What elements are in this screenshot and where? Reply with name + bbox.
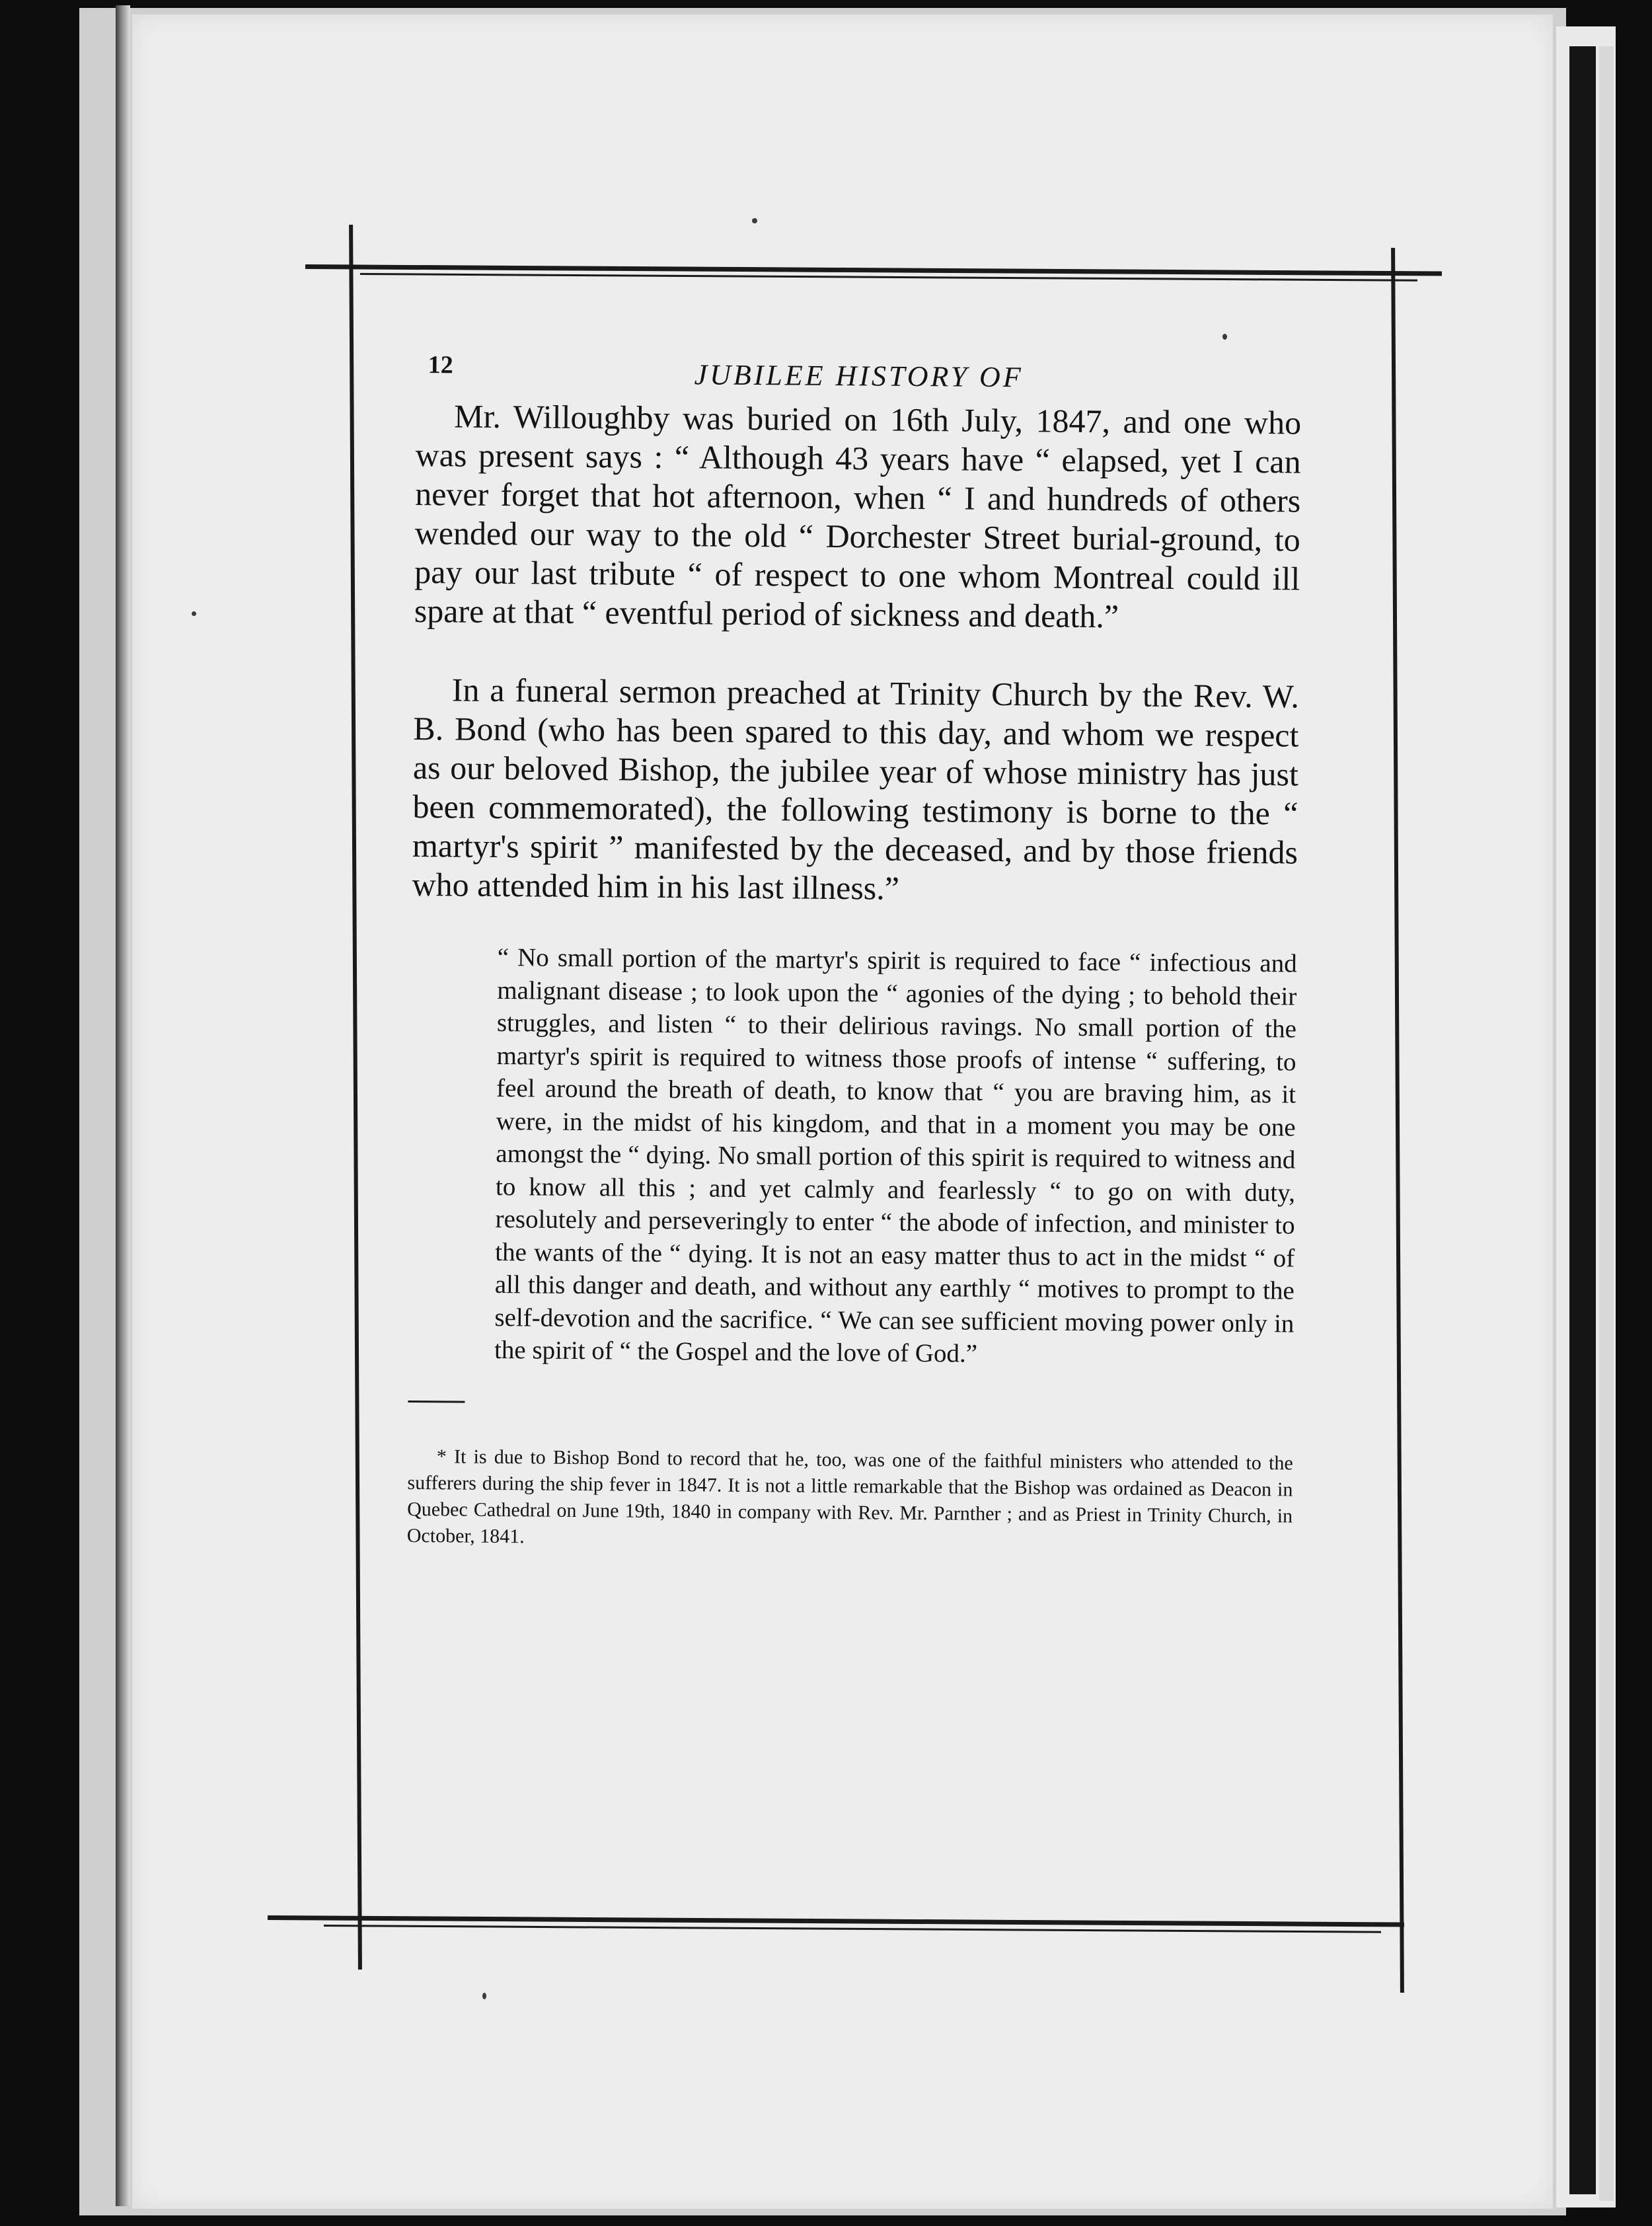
page-header — [416, 344, 1302, 404]
body-paragraph-1: Mr. Willoughby was buried on 16th July, 1847, and one who was present says : “ Although 43 years have “ elapsed, yet I can never forget that hot afternoon, when “ I and hundreds of others wended our way to the old “ Dorchester Street burial-ground, to pay our last tribute “ of respect to one whom Montreal could ill spare at that “ eventful period of sickness and death.” — [414, 397, 1302, 635]
footnote: * It is due to Bishop Bond to record that he, too, was one of the faithful ministers who attended to the sufferers during the ship fever in 1847. It is not a little remarkable that the Bishop was ordained as Deacon in Quebec Cathedral on June 19th, 1840 in company with Rev. Mr. Parnther ; and as Priest in Trinity Church, in October, 1841. — [406, 1445, 1293, 1547]
footnote-divider — [408, 1400, 465, 1402]
block-quotation: “ No small portion of the martyr's spirit is required to face “ infectious and malignant disease ; to look upon the “ agonies of the dying ; to behold their struggles, and listen “ to their delirious ravings. No small portion of the martyr's spirit is required to witness those proofs of intense “ suffering, to feel around the breath of death, to know that “ you are braving him, as it were, in the midst of his kingdom, and that in a moment you may be one amongst the “ dying. No small portion of this spirit is required to witness and to know all this ; and yet calmly and fearlessly “ to go on with duty, resolutely and perseveringly to enter “ the abode of infection, and minister to the wants of the “ dying. It is not an easy matter thus to act in the midst “ of all this danger and death, and without any earthly “ motives to prompt to the self-devotion and the sacrifice. “ We can see sufficient moving power only in the spirit of “ the Gospel and the love of God.” — [494, 942, 1297, 1368]
page-number: 12 — [428, 351, 453, 379]
scan-speck — [1222, 334, 1227, 340]
page-edge-left — [116, 5, 130, 2206]
scan-speck — [192, 611, 196, 616]
book-binding-shadow — [1569, 46, 1596, 2194]
scan-speck — [482, 1993, 486, 1999]
scan-speck — [752, 218, 757, 223]
body-paragraph-2: In a funeral sermon preached at Trinity Church by the Rev. W. B. Bond (who has been spared to this day, and whom we respect as our beloved Bishop, the jubilee year of whose ministry has just been commemorated), the following testimony is borne to the “ martyr's spirit ” manifested by the deceased, and by those friends who attended him in his last illness.” — [412, 671, 1300, 907]
running-head: JUBILEE HISTORY OF — [694, 358, 1024, 394]
facing-page-strip — [1599, 46, 1614, 2201]
page-content — [407, 344, 1302, 1556]
